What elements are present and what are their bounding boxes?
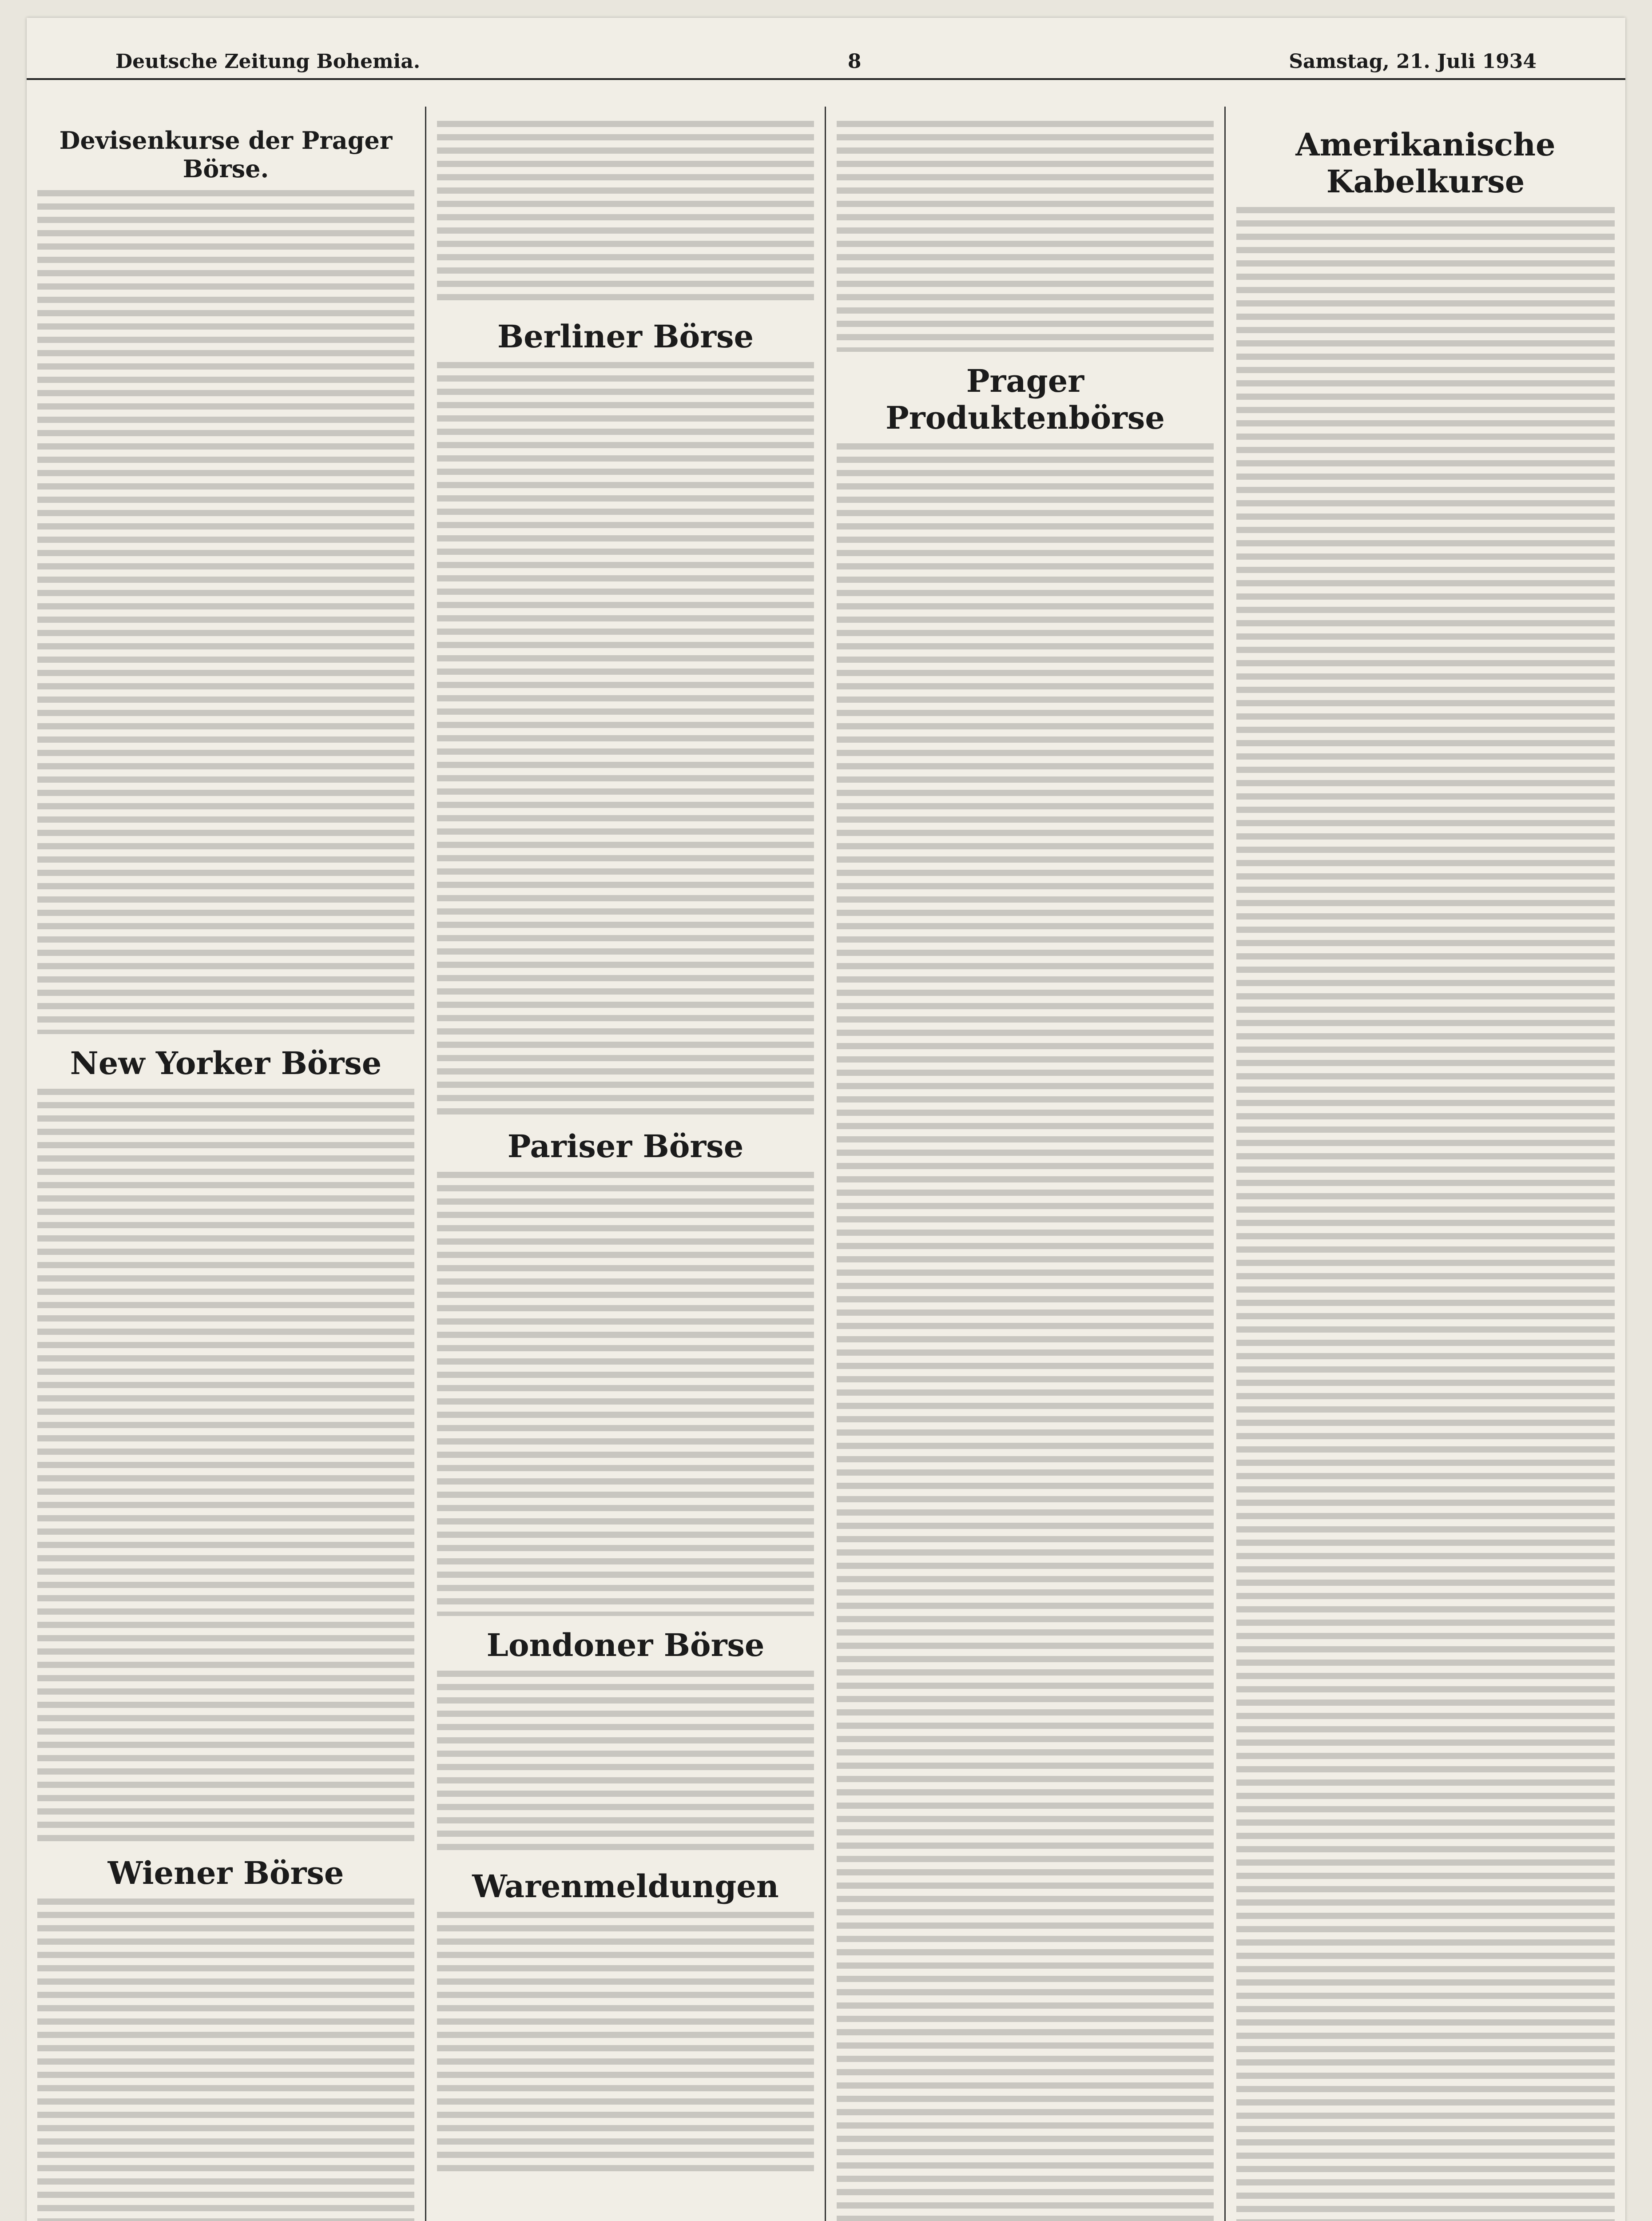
newspaper-page (27, 18, 1625, 2221)
page-number: 8 (847, 50, 862, 73)
newspaper-name: Deutsche Zeitung Bohemia. (115, 50, 421, 73)
text-region (837, 443, 1214, 2221)
section-heading: Berliner Börse (497, 318, 754, 355)
column-2 (426, 107, 826, 2221)
section-heading: Wiener Börse (107, 1855, 344, 1891)
text-region (837, 121, 1214, 352)
column-3 (826, 107, 1226, 2221)
text-region (437, 121, 814, 307)
column-4 (1226, 107, 1625, 2221)
text-region (437, 1912, 814, 2178)
text-region (437, 362, 814, 1117)
section-heading: Prager Produktenbörse (886, 362, 1165, 436)
column-1 (27, 107, 426, 2221)
text-region (37, 1089, 414, 1844)
section-heading: Devisenkurse der Prager Börse. (59, 126, 393, 183)
text-region (37, 190, 414, 1034)
section-heading: Londoner Börse (486, 1627, 765, 1664)
text-region (1236, 207, 1615, 2221)
section-heading: New Yorker Börse (70, 1045, 382, 1082)
text-region (437, 1671, 814, 1857)
text-region (37, 1899, 414, 2221)
section-heading: Amerikanische Kabelkurse (1295, 126, 1556, 200)
issue-date: Samstag, 21. Juli 1934 (1289, 50, 1537, 73)
masthead (27, 44, 1625, 80)
text-region (437, 1172, 814, 1616)
section-heading: Pariser Börse (507, 1128, 744, 1165)
section-heading: Warenmeldungen (472, 1868, 779, 1905)
